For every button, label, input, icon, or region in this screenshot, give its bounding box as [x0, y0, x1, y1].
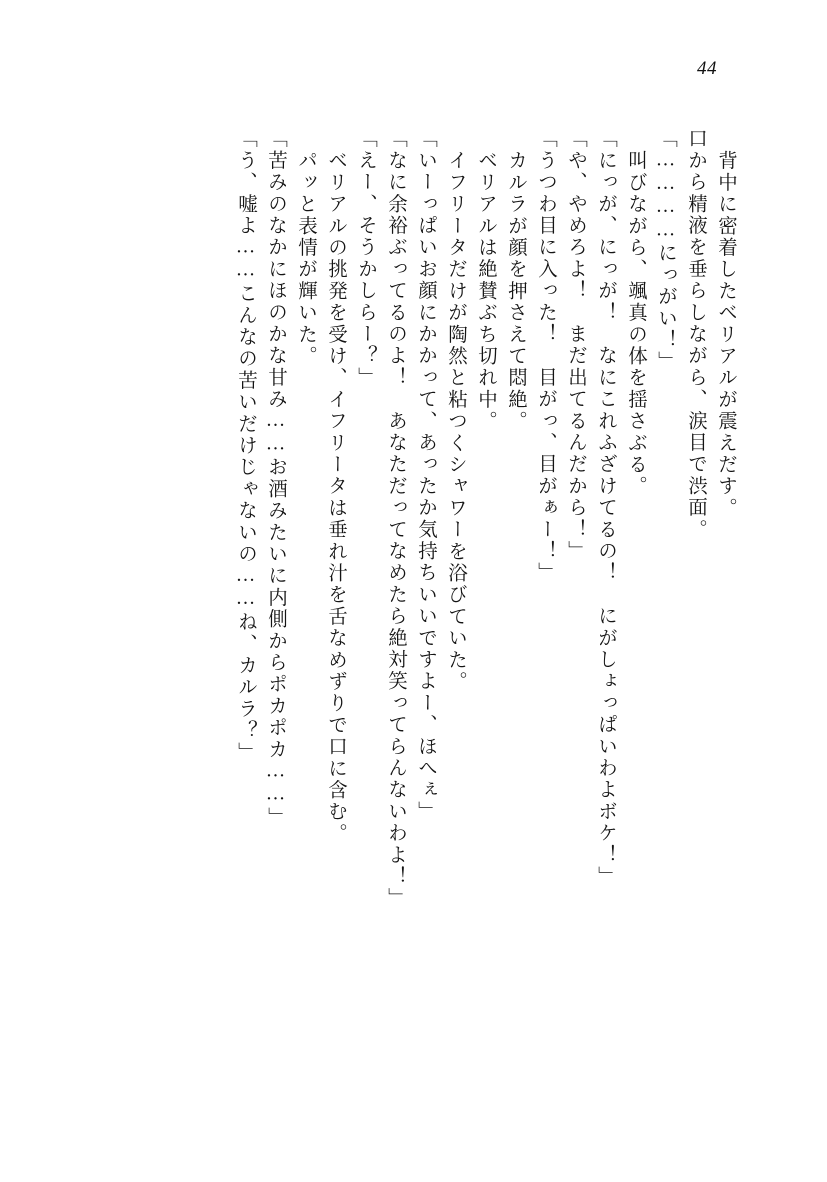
- text-line: 「…………にっがい！」: [655, 128, 676, 373]
- text-line: 口から精液を垂らしながら、涙目で渋面。: [685, 128, 706, 541]
- text-line: 「苦みのなかにほのかな甘み……お酒みたいに内側からポカポカ……」: [265, 128, 286, 829]
- vertical-text-body: [92, 128, 735, 1122]
- text-line: 「う、嘘よ……こんなの苦いだけじゃないの……ね、カルラ？」: [235, 128, 256, 764]
- text-line: 「なに余裕ぶってるのよ！ あなただってなめたら絶対笑ってらんないわよ！」: [385, 128, 406, 910]
- text-line: 「や、やめろよ！ まだ出てるんだから！」: [565, 128, 586, 562]
- text-line: 「いーっぱいお顔にかかって、あったか気持ちいいですよー、ほへぇ」: [415, 128, 436, 823]
- text-line: ベリアルは絶賛ぶち切れ中。: [475, 150, 496, 433]
- text-line: パッと表情が輝いた。: [295, 150, 316, 367]
- text-line: 叫びながら、颯真の体を揺さぶる。: [625, 150, 646, 498]
- text-line: カルラが顔を押さえて悶絶。: [505, 150, 526, 433]
- text-line: 「うつわ目に入った！ 目がっ、目がぁー！」: [535, 128, 556, 584]
- text-line: 「えー、そうかしらー？」: [355, 128, 376, 389]
- text-line: ベリアルの挑発を受け、イフリータは垂れ汁を舌なめずりで口に含む。: [325, 150, 346, 845]
- page-number: 44: [697, 58, 717, 79]
- text-line: イフリータだけが陶然と粘つくシャワーを浴びていた。: [445, 150, 466, 693]
- text-line: 背中に密着したベリアルが震えだす。: [715, 150, 736, 519]
- text-line: 「にっが、にっが！ なにこれふざけてるの！ にがしょっぱいわよボケ！」: [595, 128, 616, 888]
